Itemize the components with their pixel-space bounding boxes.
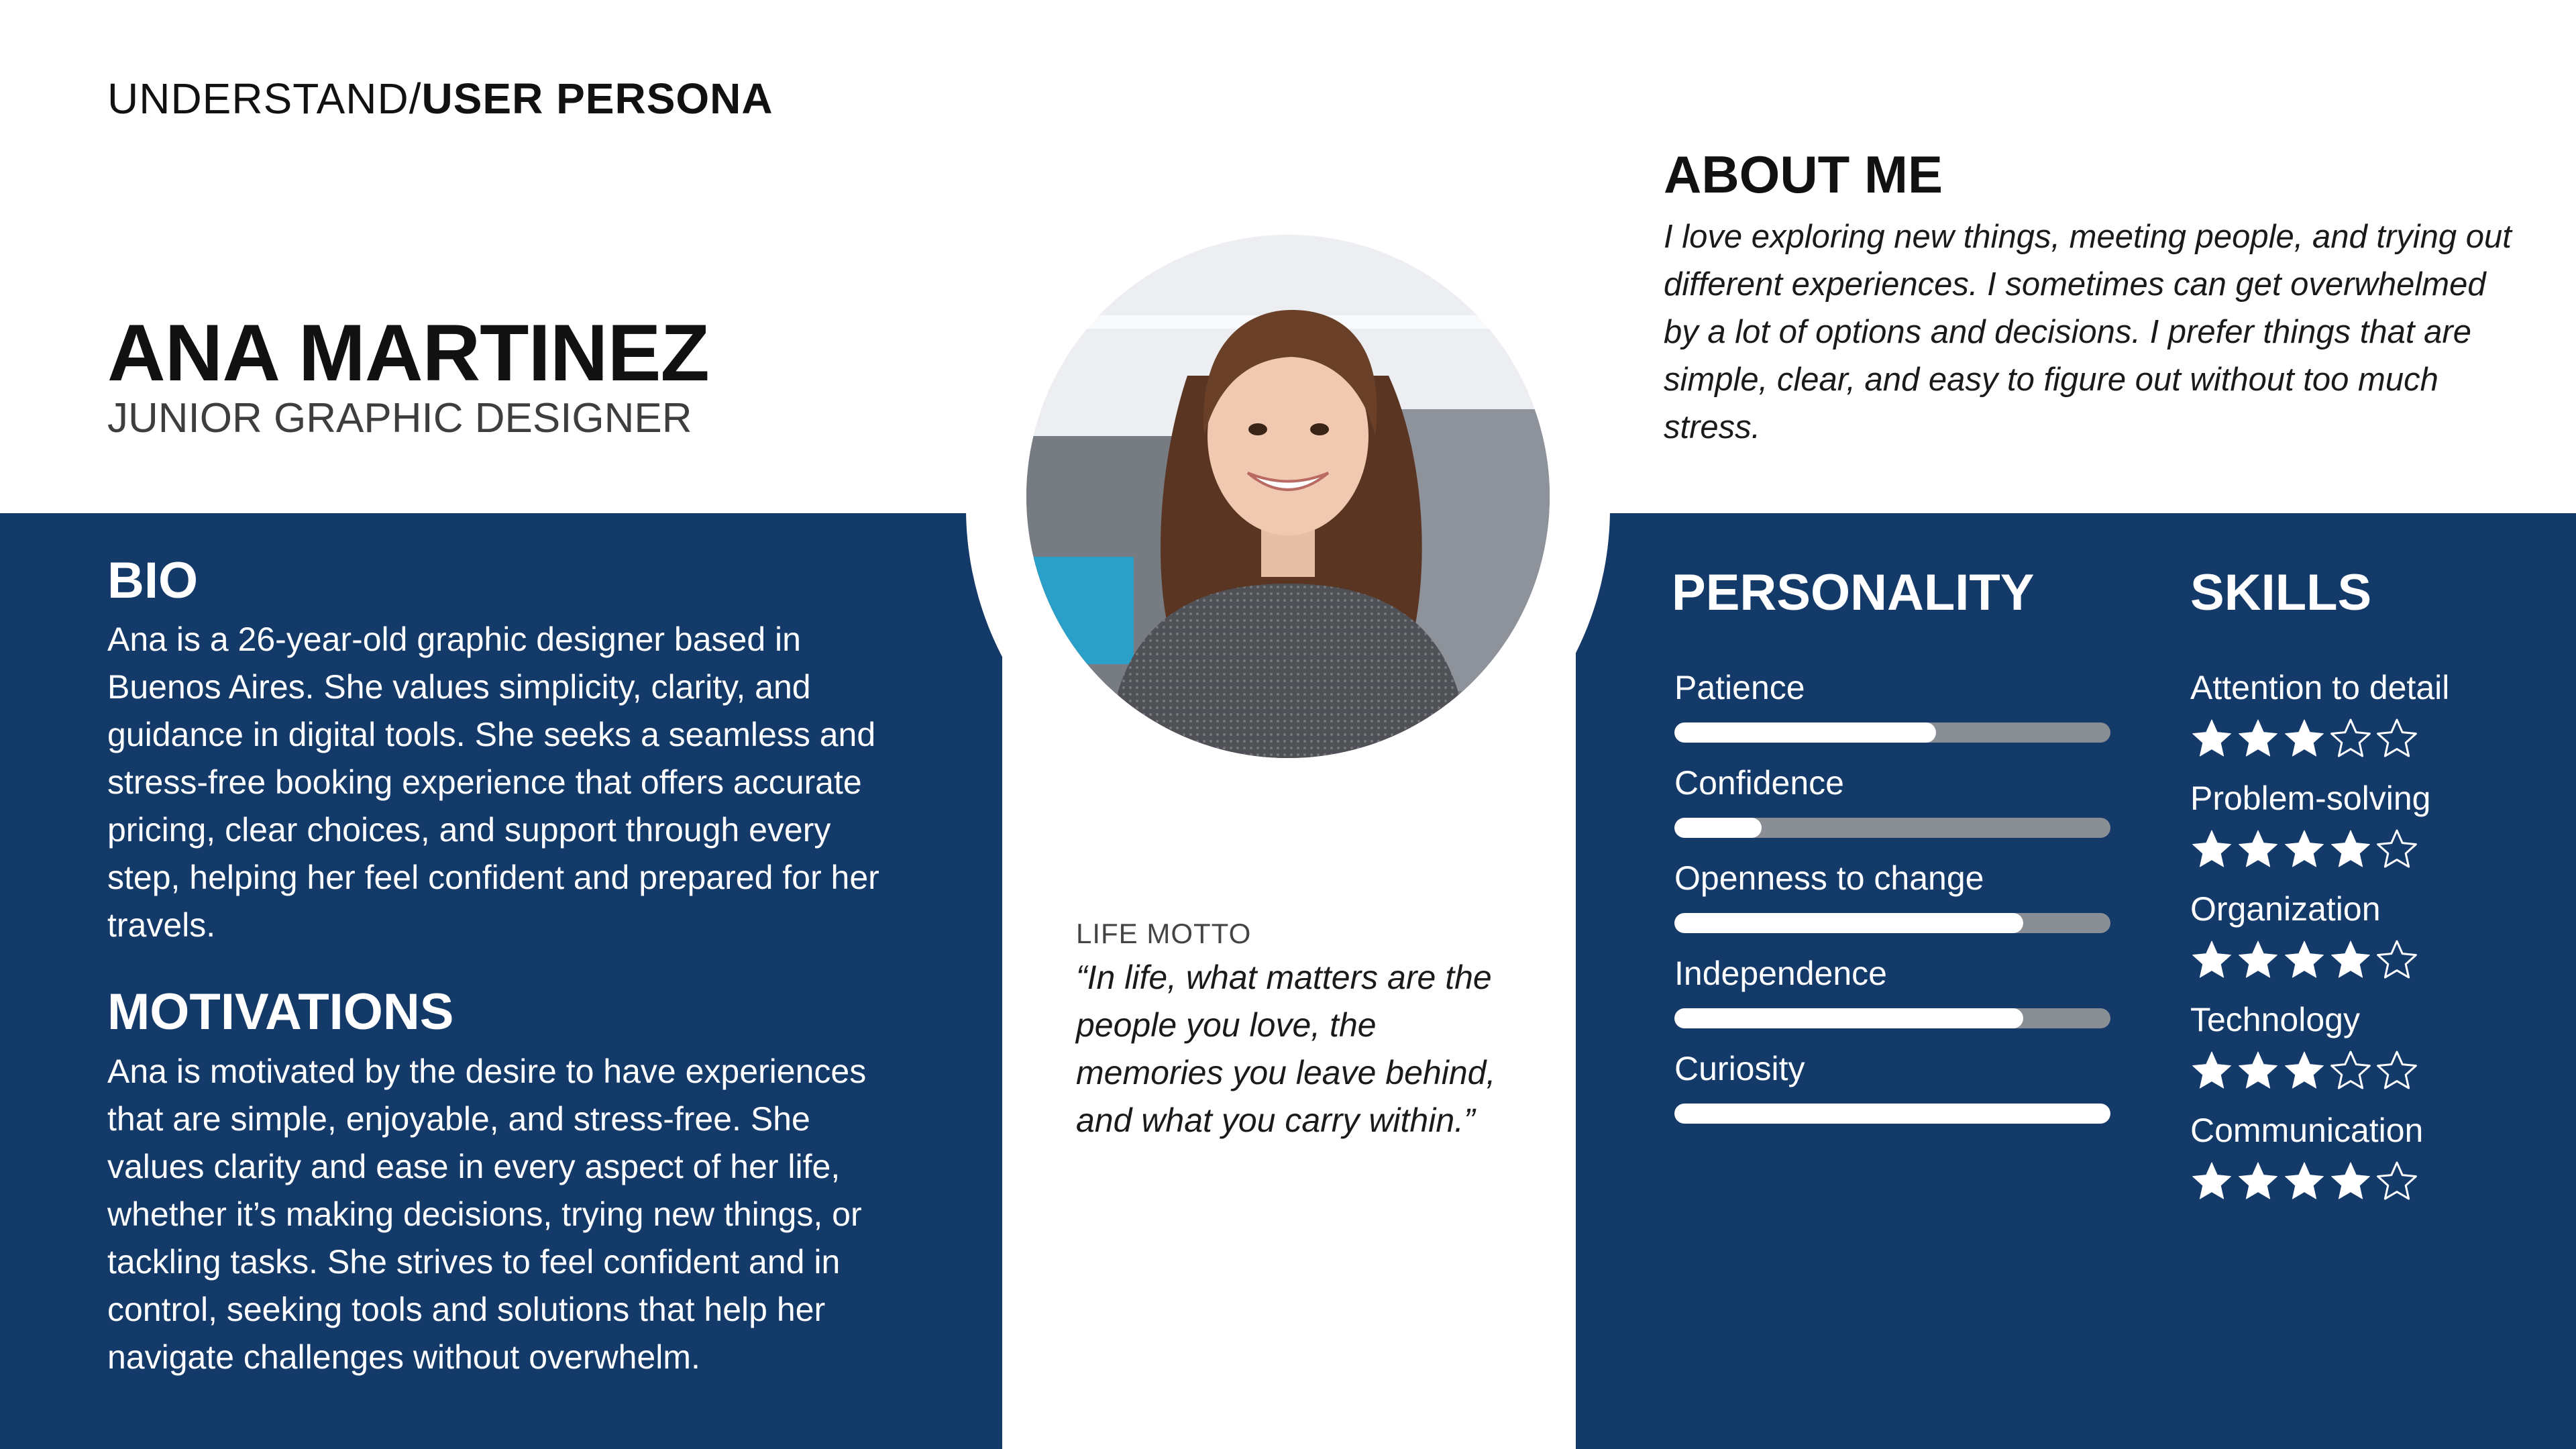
star-filled-icon	[2190, 1160, 2233, 1203]
star-filled-icon	[2283, 1160, 2326, 1203]
bio-title: BIO	[107, 552, 199, 609]
skill-label: Problem-solving	[2190, 780, 2431, 817]
trait-curiosity	[1674, 1049, 2110, 1124]
star-filled-icon	[2237, 1160, 2279, 1203]
motto-label: LIFE MOTTO	[1076, 918, 1252, 949]
skill-attention-to-detail	[2190, 667, 2539, 760]
trait-bar	[1674, 913, 2110, 933]
star-filled-icon	[2329, 938, 2372, 981]
skill-label: Organization	[2190, 890, 2381, 928]
star-outline-icon	[2375, 938, 2418, 981]
trait-label: Openness to change	[1674, 859, 1984, 897]
persona-role: JUNIOR GRAPHIC DESIGNER	[107, 395, 692, 441]
about-title: ABOUT ME	[1664, 145, 1943, 204]
trait-bar	[1674, 818, 2110, 838]
star-filled-icon	[2329, 1160, 2372, 1203]
persona-name: ANA MARTINEZ	[107, 308, 709, 398]
trait-bar-fill	[1674, 1104, 2110, 1124]
star-filled-icon	[2237, 1049, 2279, 1092]
star-rating	[2190, 938, 2539, 981]
motivations-text: Ana is motivated by the desire to have experiences that are simple, enjoyable, and stress-free. She values clarity and ease in every aspect of her life, whether it’s making decisions, trying new things, or tackling tasks. She strives to feel confident and in control, seeking tools and solutions that help her navigate challenges without overwhelm.	[107, 1053, 867, 1376]
trait-openness	[1674, 858, 2110, 933]
skill-communication	[2190, 1110, 2539, 1203]
skill-problem-solving	[2190, 778, 2539, 871]
star-filled-icon	[2237, 717, 2279, 760]
personality-title: PERSONALITY	[1672, 564, 2035, 621]
breadcrumb-prefix: UNDERSTAND/	[107, 74, 422, 123]
star-outline-icon	[2375, 1049, 2418, 1092]
star-rating	[2190, 717, 2539, 760]
star-filled-icon	[2190, 1049, 2233, 1092]
skills-title: SKILLS	[2190, 564, 2372, 621]
skill-technology	[2190, 1000, 2539, 1092]
star-filled-icon	[2190, 938, 2233, 981]
trait-independence	[1674, 953, 2110, 1028]
star-filled-icon	[2283, 938, 2326, 981]
skill-label: Attention to detail	[2190, 669, 2450, 706]
trait-bar	[1674, 1104, 2110, 1124]
bio-text: Ana is a 26-year-old graphic designer based in Buenos Aires. She values simplicity, clarity, and guidance in digital tools. She seeks a seamless and stress-free booking experience that offers accurate pricing, clear choices, and support through every step, helping her feel confident and prepared for her travels.	[107, 621, 879, 944]
star-rating	[2190, 1049, 2539, 1092]
motivations-title: MOTIVATIONS	[107, 983, 454, 1040]
trait-label: Patience	[1674, 669, 1805, 706]
star-filled-icon	[2329, 828, 2372, 871]
trait-bar-fill	[1674, 722, 1936, 743]
star-outline-icon	[2375, 1160, 2418, 1203]
breadcrumb-current: USER PERSONA	[421, 74, 773, 123]
breadcrumb	[107, 74, 773, 123]
star-rating	[2190, 828, 2539, 871]
skill-label: Communication	[2190, 1112, 2424, 1149]
star-outline-icon	[2375, 828, 2418, 871]
persona-photo	[1026, 235, 1550, 758]
star-filled-icon	[2237, 938, 2279, 981]
trait-bar-fill	[1674, 1008, 2023, 1028]
trait-patience	[1674, 667, 2110, 743]
star-outline-icon	[2375, 717, 2418, 760]
trait-confidence	[1674, 763, 2110, 838]
motto-text: “In life, what matters are the people you love, the memories you leave behind, and what you carry within.”	[1076, 959, 1496, 1139]
skill-organization	[2190, 889, 2539, 981]
trait-bar-fill	[1674, 818, 1762, 838]
skill-label: Technology	[2190, 1001, 2360, 1038]
star-filled-icon	[2283, 1049, 2326, 1092]
trait-bar-fill	[1674, 913, 2023, 933]
star-outline-icon	[2329, 717, 2372, 760]
trait-label: Curiosity	[1674, 1050, 1805, 1087]
trait-label: Independence	[1674, 955, 1887, 992]
trait-bar	[1674, 1008, 2110, 1028]
star-filled-icon	[2237, 828, 2279, 871]
star-outline-icon	[2329, 1049, 2372, 1092]
trait-bar	[1674, 722, 2110, 743]
star-filled-icon	[2190, 717, 2233, 760]
trait-label: Confidence	[1674, 764, 1844, 802]
about-text: I love exploring new things, meeting people, and trying out different experiences. I sometimes can get overwhelmed by a lot of options and decisions. I prefer things that are simple, clear, and easy to figure out without too much stress.	[1664, 219, 2512, 445]
star-filled-icon	[2283, 828, 2326, 871]
star-filled-icon	[2190, 828, 2233, 871]
star-filled-icon	[2283, 717, 2326, 760]
star-rating	[2190, 1160, 2539, 1203]
